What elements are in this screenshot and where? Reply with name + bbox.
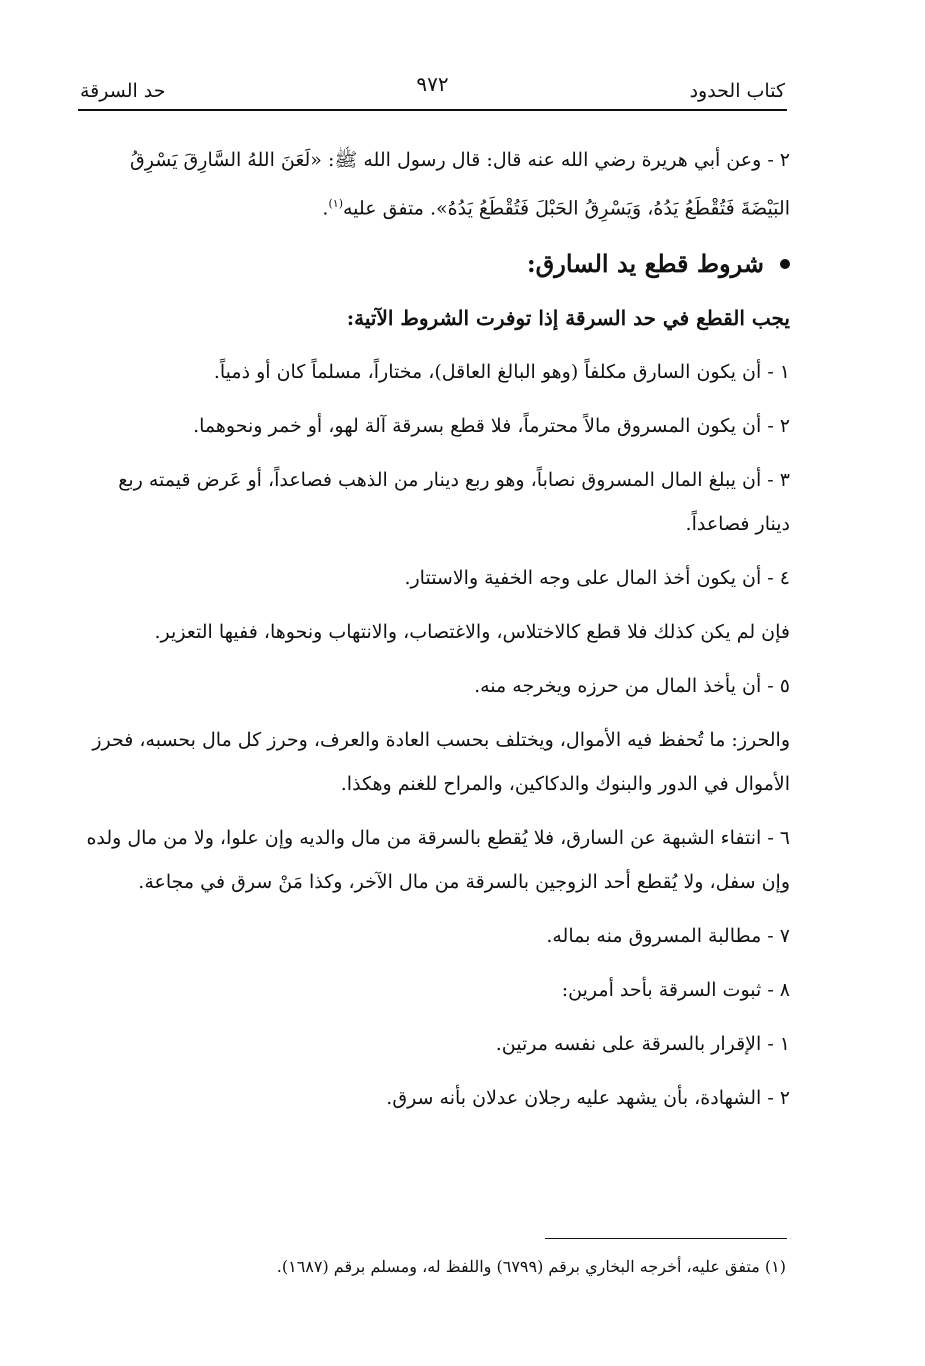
- condition-item: ٧ - مطالبة المسروق منه بماله.: [546, 925, 790, 948]
- condition-item: ٣ - أن يبلغ المال المسروق نصاباً، وهو ربع دينار من الذهب فصاعداً، أو عَرض قيمته ربع دينار فصاعداً.: [118, 469, 790, 536]
- condition-item: ١ - أن يكون السارق مكلفاً (وهو البالغ العاقل)، مختاراً، مسلماً كان أو ذمياً.: [213, 361, 790, 384]
- condition-item: ٨ - ثبوت السرقة بأحد أمرين:: [561, 979, 790, 1002]
- hadith-text: ٢ - وعن أبي هريرة رضي الله عنه قال: قال رسول الله ﷺ: «لَعَنَ اللهُ السَّارِقَ يَسْرِقُ البَيْضَةَ فَتُقْطَعُ يَدُهُ، وَيَسْرِقُ الحَبْلَ فَتُقْطَعُ يَدُهُ». متفق عليه: [130, 149, 790, 220]
- condition-item: ٦ - انتفاء الشبهة عن السارق، فلا يُقطع بالسرقة من مال والديه وإن علوا، ولا من مال ولده وإن سفل، ولا يُقطع أحد الزوجين بالسرقة من مال الآخر، وكذا مَنْ سرق في مجاعة.: [86, 827, 790, 894]
- footnote: (١) متفق عليه، أخرجه البخاري برقم (٦٧٩٩) واللفظ له، ومسلم برقم (١٦٨٧).: [276, 1257, 786, 1276]
- book-title: كتاب الحدود: [689, 80, 785, 102]
- section-heading: [78, 240, 790, 288]
- footnote-ref: (١): [328, 197, 343, 210]
- bullet-icon: [780, 259, 790, 269]
- note-paragraph: فإن لم يكن كذلك فلا قطع كالاختلاس، والاغتصاب، والانتهاب ونحوها، ففيها التعزير.: [154, 621, 790, 644]
- condition-item: ٤ - أن يكون أخذ المال على وجه الخفية والاستتار.: [404, 567, 790, 590]
- intro-text: يجب القطع في حد السرقة إذا توفرت الشروط الآتية:: [346, 306, 790, 331]
- hadith-paragraph: ٢ - وعن أبي هريرة رضي الله عنه قال: قال رسول الله ﷺ: «لَعَنَ اللهُ السَّارِقَ يَسْرِقُ البَيْضَةَ فَتُقْطَعُ يَدُهُ، وَيَسْرِقُ الحَبْلَ فَتُقْطَعُ يَدُهُ». متفق عليه$^{(١)}$.: [130, 149, 790, 220]
- page-number: ٩٧٢: [416, 72, 449, 96]
- proof-item: ١ - الإقرار بالسرقة على نفسه مرتين.: [495, 1033, 790, 1056]
- footnote-divider: [545, 1238, 787, 1239]
- hirz-definition: والحرز: ما تُحفظ فيه الأموال، ويختلف بحسب العادة والعرف، وحرز كل مال بحسبه، فحرز الأموال في الدور والبنوك والدكاكين، والمراح للغنم وهكذا.: [92, 729, 790, 796]
- main-content: [78, 138, 790, 1130]
- condition-item: ٥ - أن يأخذ المال من حرزه ويخرجه منه.: [474, 675, 790, 698]
- page-header: [80, 72, 785, 106]
- condition-item: ٢ - أن يكون المسروق مالاً محترماً، فلا قطع بسرقة آلة لهو، أو خمر ونحوهما.: [193, 415, 790, 438]
- section-heading-text: شروط قطع يد السارق:: [526, 249, 764, 279]
- proof-item: ٢ - الشهادة، بأن يشهد عليه رجلان عدلان بأنه سرق.: [386, 1087, 790, 1110]
- chapter-title: حد السرقة: [80, 80, 166, 102]
- header-divider: [78, 109, 787, 111]
